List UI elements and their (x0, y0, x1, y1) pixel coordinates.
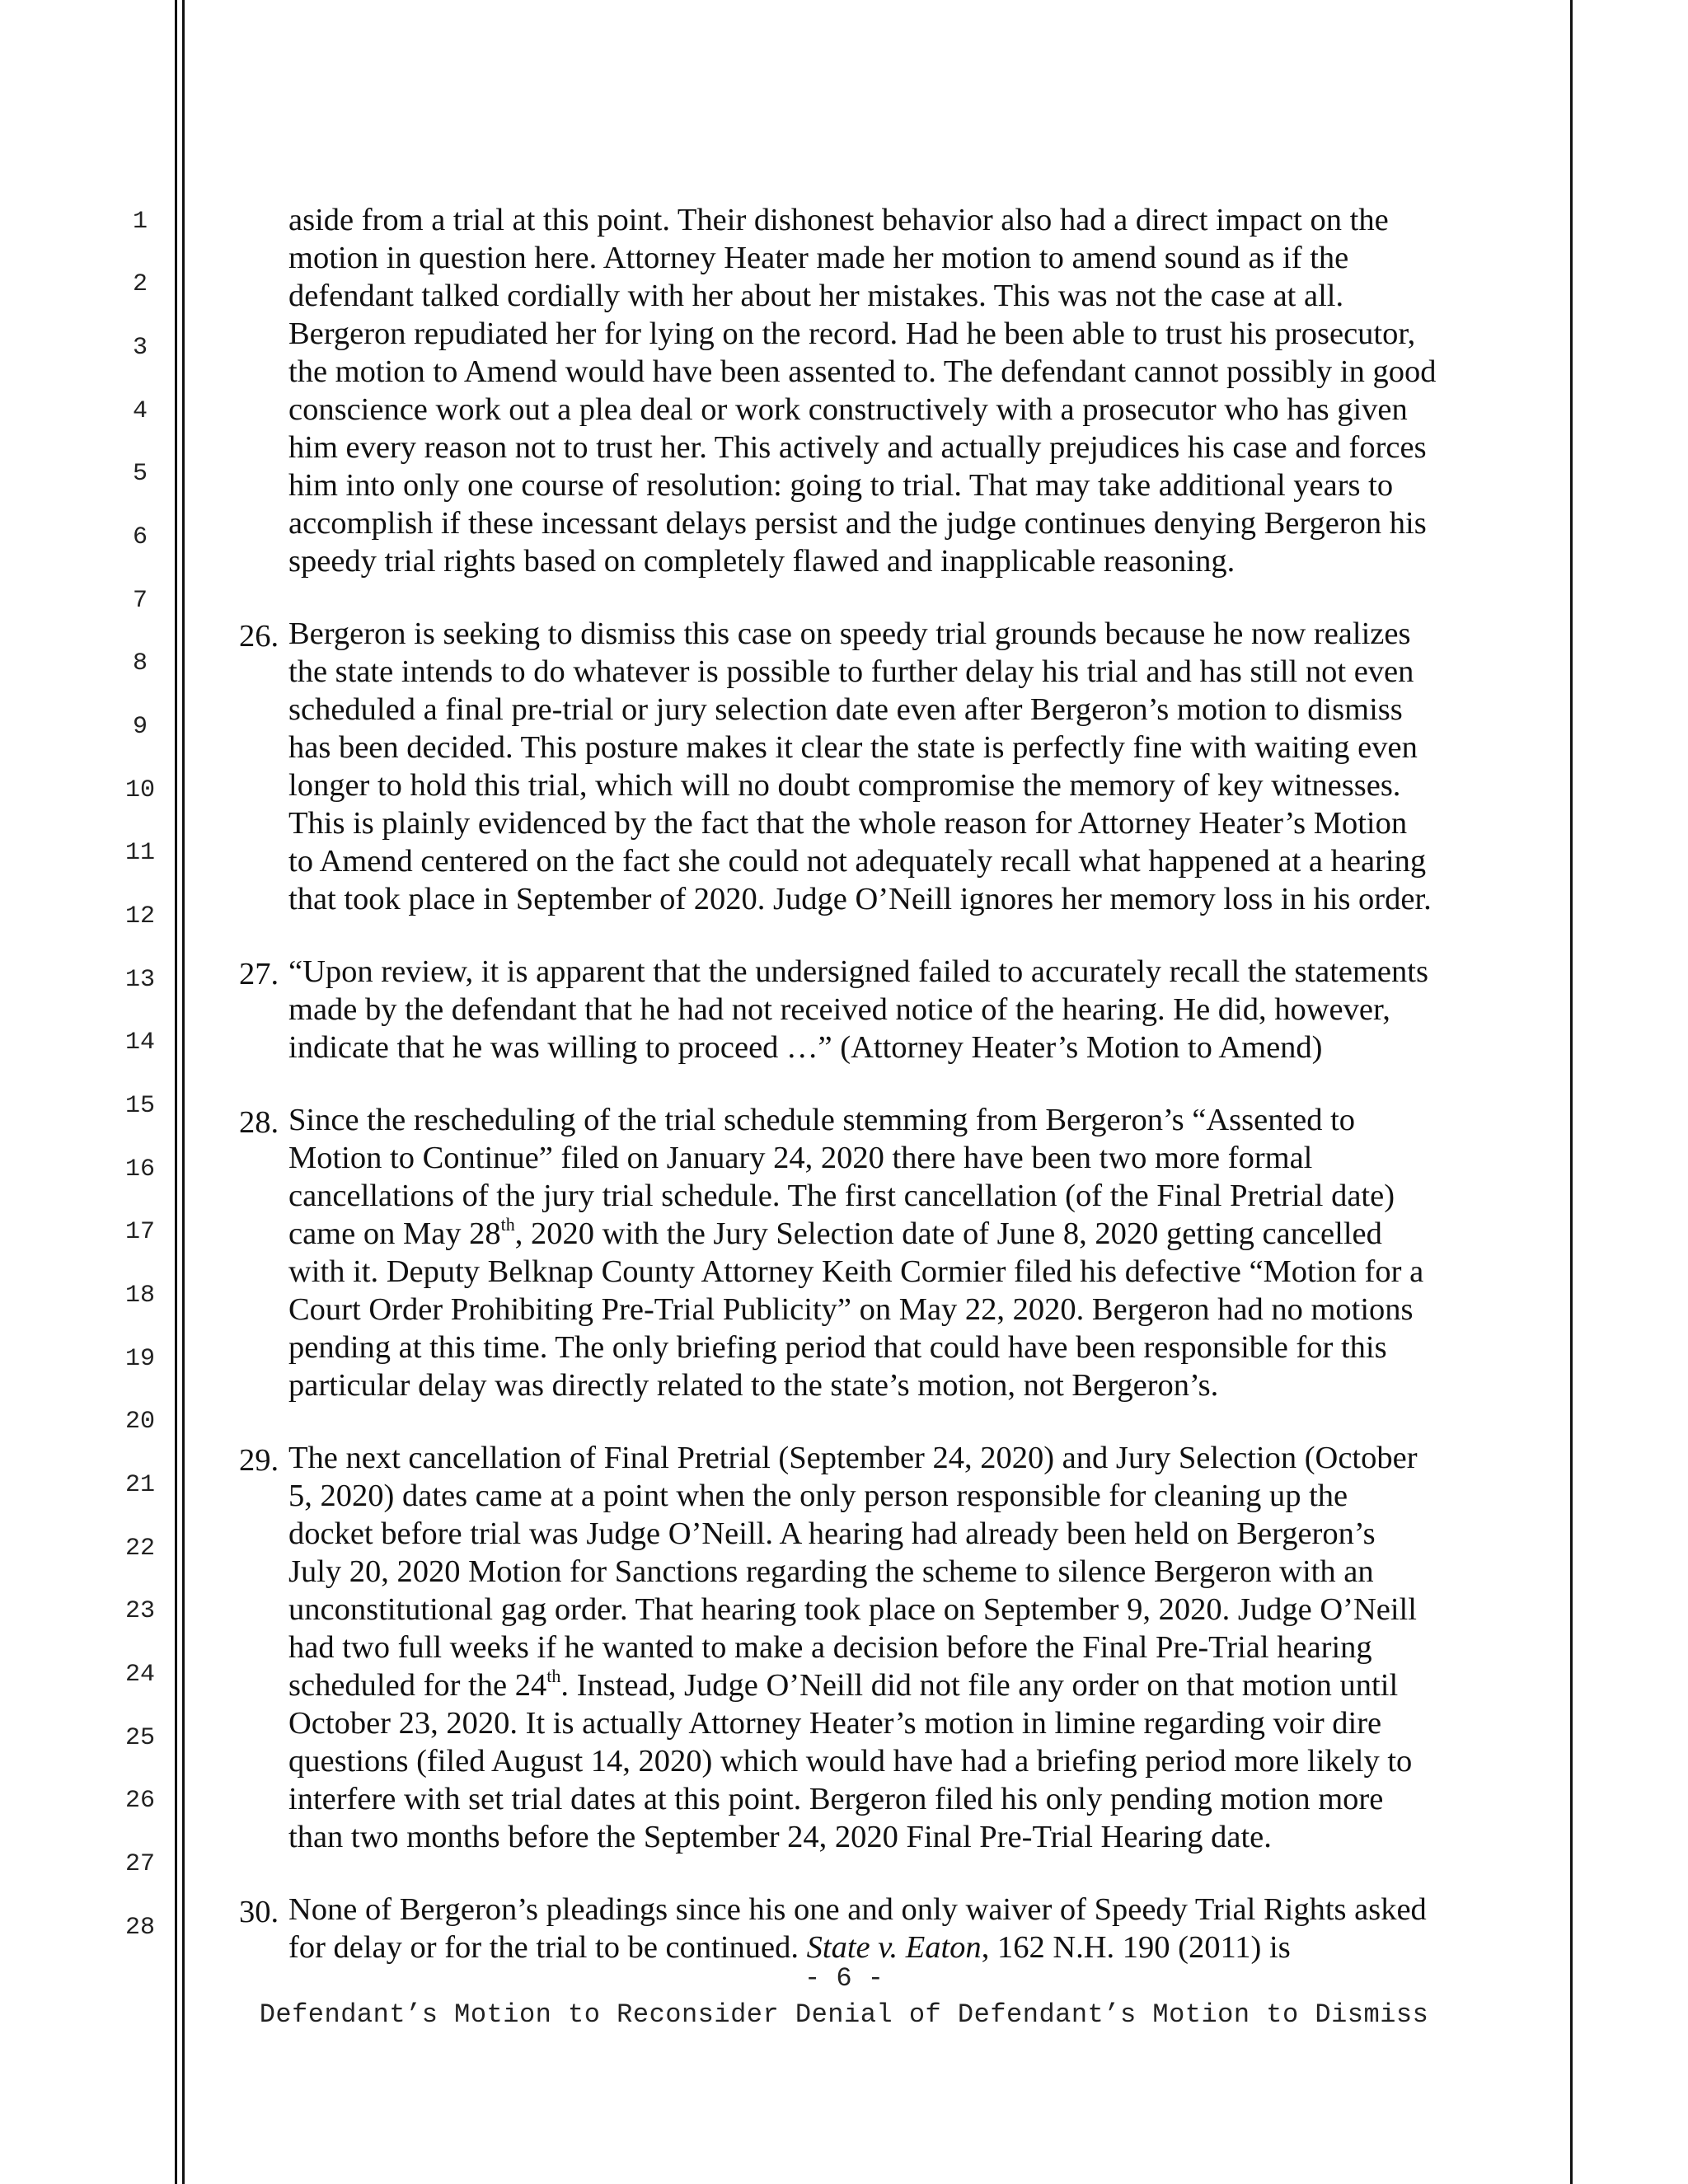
line-number: 27 (124, 1850, 155, 1878)
text-line (288, 1932, 1291, 1964)
text-fragment: for delay or for the trial to be continued. (288, 1930, 807, 1965)
text-line: longer to hold this trial, which will no doubt compromise the memory of key witnesses. (288, 768, 1401, 803)
line-number: 18 (124, 1282, 155, 1310)
line-number: 13 (124, 966, 155, 994)
text-line: motion in question here. Attorney Heater made her motion to amend sound as if the (288, 241, 1349, 275)
text-line: “Upon review, it is apparent that the undersigned failed to accurately recall the statements (288, 954, 1428, 989)
text-line: pending at this time. The only briefing period that could have been responsible for this (288, 1330, 1387, 1365)
line-number: 21 (124, 1471, 155, 1499)
text-line: particular delay was directly related to the state’s motion, not Bergeron’s. (288, 1368, 1219, 1403)
line-number: 16 (124, 1155, 155, 1183)
text-line: July 20, 2020 Motion for Sanctions regarding the scheme to silence Bergeron with an (288, 1554, 1374, 1589)
line-number: 7 (132, 587, 148, 615)
paragraph-number: 29. (239, 1443, 279, 1478)
line-number: 28 (124, 1914, 155, 1942)
text-line: than two months before the September 24, 2020 Final Pre-Trial Hearing date. (288, 1820, 1272, 1854)
text-fragment: came on May 28 (288, 1216, 501, 1251)
text-fragment: , 2020 with the Jury Selection date of June 8, 2020 getting cancelled (514, 1216, 1382, 1251)
line-number: 9 (132, 713, 148, 741)
paragraph-number: 26. (239, 619, 279, 654)
text-line: has been decided. This posture makes it clear the state is perfectly fine with waiting even (288, 730, 1418, 765)
text-line: conscience work out a plea deal or work constructively with a prosecutor who has given (288, 392, 1408, 427)
text-line: accomplish if these incessant delays persist and the judge continues denying Bergeron his (288, 506, 1427, 541)
text-line (288, 1214, 1382, 1251)
line-number: 17 (124, 1218, 155, 1246)
text-line: 5, 2020) dates came at a point when the only person responsible for cleaning up the (288, 1479, 1348, 1513)
text-line: the motion to Amend would have been assented to. The defendant cannot possibly in good (288, 354, 1437, 389)
text-line: made by the defendant that he had not received notice of the hearing. He did, however, (288, 992, 1390, 1027)
line-number: 10 (124, 776, 155, 804)
text-line (288, 1666, 1399, 1703)
text-line: Bergeron is seeking to dismiss this case on speedy trial grounds because he now realizes (288, 616, 1411, 651)
paragraph-number: 28. (239, 1105, 279, 1140)
line-number: 26 (124, 1787, 155, 1815)
line-number: 12 (124, 902, 155, 930)
text-line: speedy trial rights based on completely flawed and inapplicable reasoning. (288, 544, 1236, 579)
text-line: had two full weeks if he wanted to make a decision before the Final Pre-Trial hearing (288, 1630, 1372, 1665)
line-number: 14 (124, 1029, 155, 1057)
text-fragment: scheduled for the 24 (288, 1668, 547, 1703)
line-number: 2 (132, 270, 148, 298)
ordinal-superscript: th (546, 1666, 561, 1687)
page-number: - 6 - (804, 1963, 884, 1994)
text-line: Bergeron repudiated her for lying on the record. Had he been able to trust his prosecutor, (288, 316, 1416, 351)
text-line: him every reason not to trust her. This actively and actually prejudices his case and forces (288, 430, 1427, 465)
text-line: with it. Deputy Belknap County Attorney Keith Cormier filed his defective “Motion for a (288, 1254, 1424, 1289)
text-line: interfere with set trial dates at this point. Bergeron filed his only pending motion more (288, 1782, 1384, 1816)
text-line: The next cancellation of Final Pretrial (September 24, 2020) and Jury Selection (October (288, 1441, 1418, 1475)
text-line: scheduled a final pre-trial or jury selection date even after Bergeron’s motion to dismiss (288, 692, 1403, 727)
text-line: him into only one course of resolution: going to trial. That may take additional years to (288, 468, 1394, 503)
text-line: Since the rescheduling of the trial schedule stemming from Bergeron’s “Assented to (288, 1103, 1356, 1137)
paragraph-number: 27. (239, 957, 279, 991)
line-number: 3 (132, 334, 148, 362)
text-line: aside from a trial at this point. Their dishonest behavior also had a direct impact on the (288, 203, 1389, 237)
text-line: Court Order Prohibiting Pre-Trial Publicity” on May 22, 2020. Bergeron had no motions (288, 1292, 1414, 1327)
line-number: 6 (132, 523, 148, 551)
line-number: 23 (124, 1597, 155, 1625)
line-number: 15 (124, 1092, 155, 1120)
text-fragment: , 162 N.H. 190 (2011) is (981, 1930, 1291, 1965)
text-line: indicate that he was willing to proceed …” (Attorney Heater’s Motion to Amend) (288, 1030, 1323, 1065)
line-number: 19 (124, 1345, 155, 1373)
case-citation: State v. Eaton (806, 1930, 982, 1965)
text-line: cancellations of the jury trial schedule. The first cancellation (of the Final Pretrial date) (288, 1179, 1395, 1213)
line-number: 5 (132, 460, 148, 488)
text-line: defendant talked cordially with her about her mistakes. This was not the case at all. (288, 279, 1344, 313)
text-line: Motion to Continue” filed on January 24, 2020 there have been two more formal (288, 1141, 1313, 1175)
line-number: 8 (132, 649, 148, 677)
line-number: 1 (132, 208, 148, 236)
document-footer-title: Defendant’s Motion to Reconsider Denial of Defendant’s Motion to Dismiss (259, 1999, 1429, 2030)
text-line: to Amend centered on the fact she could not adequately recall what happened at a hearing (288, 844, 1427, 879)
text-fragment: . Instead, Judge O’Neill did not file any order on that motion until (560, 1668, 1399, 1703)
text-line: docket before trial was Judge O’Neill. A hearing had already been held on Bergeron’s (288, 1516, 1376, 1551)
text-line: unconstitutional gag order. That hearing took place on September 9, 2020. Judge O’Neill (288, 1592, 1417, 1627)
text-line: October 23, 2020. It is actually Attorney Heater’s motion in limine regarding voir dire (288, 1706, 1382, 1741)
text-line: questions (filed August 14, 2020) which would have had a briefing period more likely to (288, 1744, 1413, 1779)
line-number: 24 (124, 1661, 155, 1689)
text-line: None of Bergeron’s pleadings since his one and only waiver of Speedy Trial Rights asked (288, 1892, 1427, 1927)
line-number: 20 (124, 1408, 155, 1436)
line-number: 11 (124, 839, 155, 867)
text-line: the state intends to do whatever is possible to further delay his trial and has still not even (288, 654, 1414, 689)
paragraph-number: 30. (239, 1895, 279, 1929)
line-number: 4 (132, 397, 148, 425)
text-line: that took place in September of 2020. Judge O’Neill ignores her memory loss in his order. (288, 882, 1432, 916)
ordinal-superscript: th (500, 1214, 515, 1235)
line-number: 22 (124, 1535, 155, 1563)
text-line: This is plainly evidenced by the fact that the whole reason for Attorney Heater’s Motion (288, 806, 1408, 841)
line-number: 25 (124, 1724, 155, 1752)
